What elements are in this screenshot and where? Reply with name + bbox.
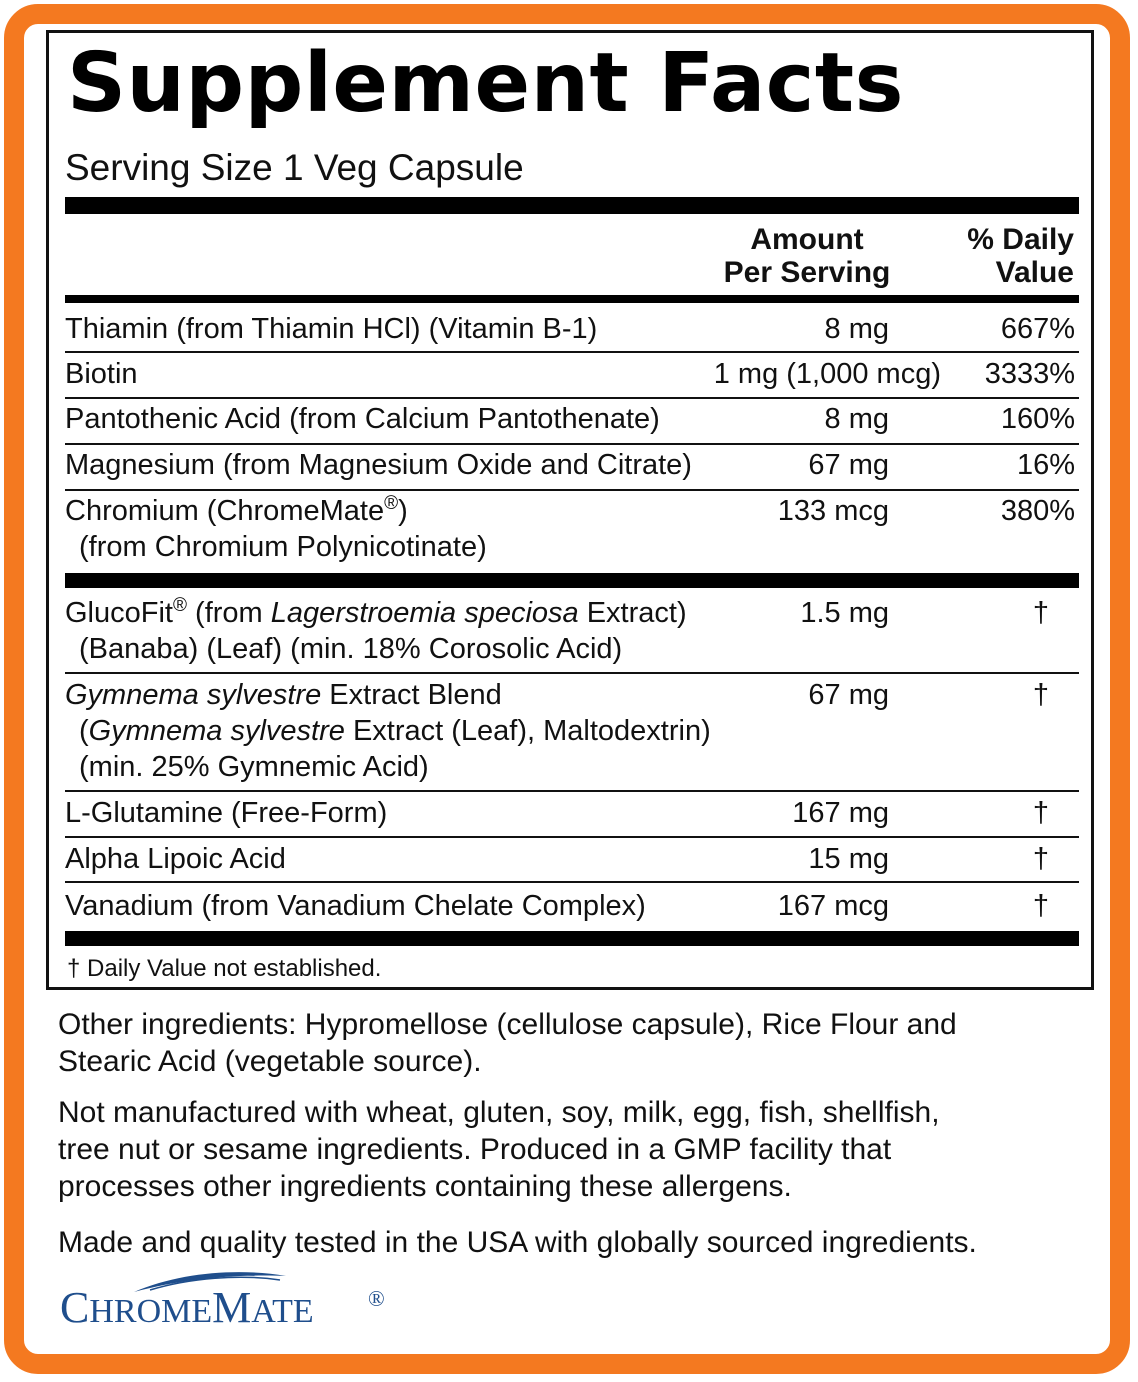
supplement-facts-panel (46, 30, 1094, 990)
nutrient-name: Thiamin (from Thiamin HCl) (Vitamin B-1) (65, 313, 598, 345)
nutrient-dv: 16% (1016, 449, 1075, 481)
ingredient-dv: † (1032, 843, 1049, 875)
allergen-statement (58, 1094, 1088, 1205)
row-divider (65, 351, 1079, 353)
header-bar (65, 295, 1079, 303)
allergen-line3: processes other ingredients containing these allergens. (58, 1170, 792, 1203)
gymnema-paren: ( (79, 715, 89, 747)
chromium-source: (from Chromium Polynicotinate) (79, 531, 487, 563)
row-divider (65, 672, 1079, 674)
ingredient-amount: 167 mg (792, 797, 889, 829)
nutrient-name: Magnesium (from Magnesium Oxide and Citrate) (65, 449, 692, 481)
nutrient-amount: 67 mg (808, 449, 889, 481)
amount-header (717, 223, 897, 289)
other-ingredients-line2: Stearic Acid (vegetable source). (58, 1045, 482, 1078)
logo-registered-mark: ® (368, 1286, 385, 1311)
gymnema-species-detail: Gymnema sylvestre (88, 715, 345, 747)
ingredient-dv: † (1032, 597, 1049, 629)
gymnema-detail (65, 713, 711, 749)
gymnema-detail-rest: Extract (Leaf), Maltodextrin) (344, 715, 711, 747)
row-divider (65, 397, 1079, 399)
gymnema-blend: Extract Blend (321, 679, 502, 711)
ingredient-amount: 67 mg (808, 679, 889, 711)
mid-thick-bar (65, 573, 1079, 588)
nutrient-name (65, 493, 487, 565)
ingredient-name (65, 677, 711, 785)
ingredient-dv: † (1032, 890, 1049, 922)
nutrient-name: Pantothenic Acid (from Calcium Pantothenate) (65, 403, 660, 435)
ingredient-name (65, 595, 687, 667)
nutrient-dv: 380% (1000, 495, 1075, 527)
glucofit-name: GlucoFit (65, 597, 173, 629)
bottom-thick-bar (65, 931, 1079, 946)
logo-letter-c: C (60, 1283, 90, 1332)
gymnema-acid: (min. 25% Gymnemic Acid) (79, 751, 429, 783)
logo-wordmark (60, 1283, 314, 1332)
dv-header-line2: Value (995, 256, 1074, 289)
daily-value-header (929, 223, 1074, 289)
ingredient-dv: † (1032, 679, 1049, 711)
row-divider (65, 881, 1079, 883)
chromium-name: Chromium (ChromeMate (65, 495, 385, 527)
row-divider (65, 790, 1079, 792)
glucofit-from: (from (186, 597, 271, 629)
panel-title: Supplement Facts (67, 36, 904, 131)
ingredient-name: Vanadium (from Vanadium Chelate Complex) (65, 890, 646, 922)
nutrient-amount: 1 mg (1,000 mcg) (713, 358, 941, 390)
glucofit-extract: Extract) (578, 597, 687, 629)
serving-size: Serving Size 1 Veg Capsule (65, 147, 524, 188)
made-in-usa-statement: Made and quality tested in the USA with globally sourced ingredients. (58, 1226, 977, 1259)
daily-value-footnote: † Daily Value not established. (67, 955, 382, 982)
allergen-line2: tree nut or sesame ingredients. Produced in a GMP facility that (58, 1133, 892, 1166)
dv-header-line1: % Daily (967, 223, 1074, 256)
glucofit-detail: (Banaba) (Leaf) (min. 18% Corosolic Acid) (79, 633, 623, 665)
logo-ate: ATE (251, 1293, 314, 1330)
ingredient-name: L-Glutamine (Free-Form) (65, 797, 388, 829)
nutrient-amount: 8 mg (824, 403, 889, 435)
allergen-line1: Not manufactured with wheat, gluten, soy, milk, egg, fish, shellfish, (58, 1096, 940, 1129)
ingredient-amount: 167 mcg (777, 890, 889, 922)
nutrient-dv: 160% (1000, 403, 1075, 435)
other-ingredients-line1: Other ingredients: Hypromellose (cellulose capsule), Rice Flour and (58, 1008, 957, 1041)
amount-header-line1: Amount (750, 223, 864, 256)
ingredient-amount: 15 mg (808, 843, 889, 875)
nutrient-amount: 133 mcg (777, 495, 889, 527)
other-ingredients (58, 1006, 1088, 1080)
amount-header-line2: Per Serving (723, 256, 891, 289)
nutrient-name: Biotin (65, 358, 138, 390)
registered-mark: ® (172, 595, 187, 616)
nutrient-dv: 667% (1000, 313, 1075, 345)
registered-mark: ® (384, 493, 399, 514)
row-divider (65, 443, 1079, 445)
chromium-name-end: ) (398, 495, 408, 527)
glucofit-species: Lagerstroemia speciosa (270, 597, 579, 629)
gymnema-species: Gymnema sylvestre (65, 679, 322, 711)
top-thick-bar (65, 197, 1079, 214)
ingredient-amount: 1.5 mg (800, 597, 889, 629)
nutrient-amount: 8 mg (824, 313, 889, 345)
logo-letter-m: M (212, 1283, 252, 1332)
row-divider (65, 836, 1079, 838)
row-divider (65, 489, 1079, 491)
logo-hrome: HROME (89, 1293, 213, 1330)
ingredient-name: Alpha Lipoic Acid (65, 843, 286, 875)
chromemate-logo (60, 1266, 390, 1338)
ingredient-dv: † (1032, 797, 1049, 829)
nutrient-dv: 3333% (984, 358, 1075, 390)
